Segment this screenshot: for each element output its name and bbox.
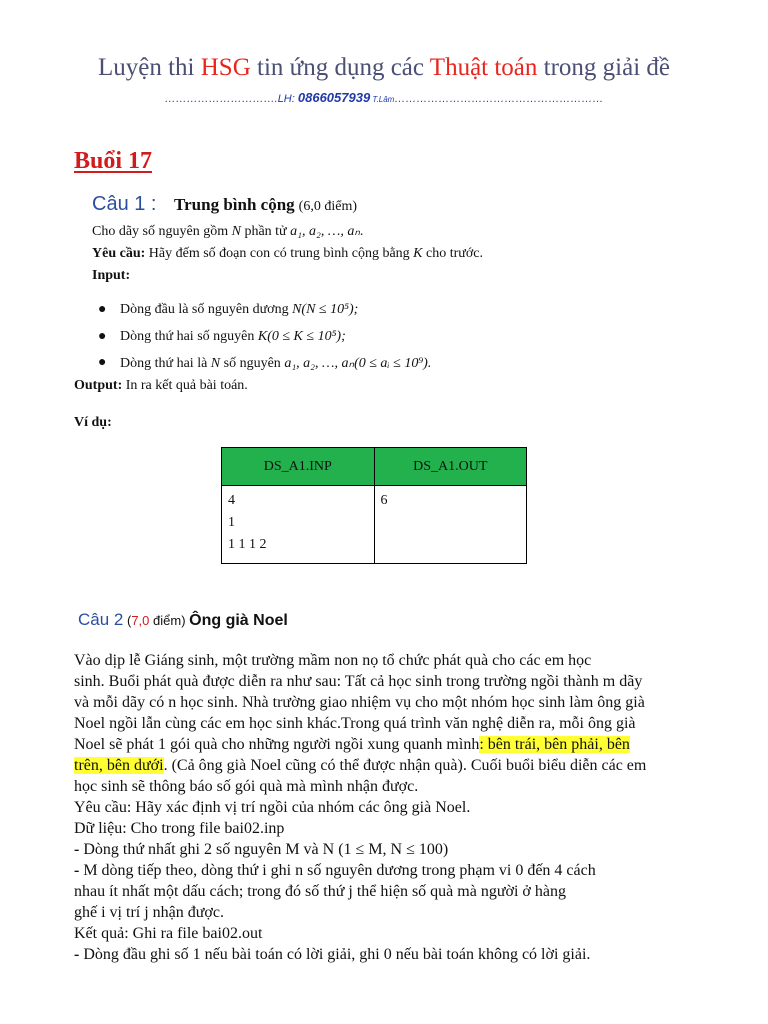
table-cell-input bbox=[222, 486, 375, 564]
table-header-inp: DS_A1.INP bbox=[222, 448, 375, 486]
header-hsg: HSG bbox=[200, 54, 251, 81]
requirement-end: cho trước. bbox=[422, 246, 483, 261]
input-bullet-1 bbox=[120, 302, 358, 318]
paragraph-line bbox=[74, 755, 734, 776]
example-heading: Ví dụ: bbox=[74, 415, 112, 430]
contact-lh: LH: bbox=[277, 93, 298, 105]
header-text-2: tin ứng dụng các bbox=[250, 54, 430, 81]
desc-mid: phần tử bbox=[240, 224, 291, 239]
line-text: . (Cả ông già Noel cũng có thể được nhận quà). Cuối buổi biểu diễn các em bbox=[163, 757, 647, 774]
input-line: 4 bbox=[228, 493, 235, 508]
paragraph-line: ghế i vị trí j nhận được. bbox=[74, 904, 224, 921]
document-header bbox=[0, 54, 768, 82]
paragraph-line: học sinh sẽ thông báo số gói quà mà mình nhận được. bbox=[74, 778, 419, 795]
question-1-title bbox=[92, 193, 357, 216]
question-2-label: Câu 2 bbox=[78, 610, 124, 629]
table-row bbox=[222, 486, 527, 564]
contact-dots-left: …………………………. bbox=[164, 93, 278, 105]
contact-line bbox=[0, 90, 768, 105]
requirement-text: Hãy đếm số đoạn con có trung bình cộng bằng bbox=[145, 246, 414, 261]
output-label: Output: bbox=[74, 378, 123, 393]
input-bullet-2 bbox=[120, 329, 346, 345]
question-1-name: Trung bình cộng bbox=[174, 195, 295, 214]
header-text-3: trong giải đề bbox=[537, 54, 671, 81]
input-heading: Input: bbox=[92, 268, 131, 283]
table-header-out: DS_A1.OUT bbox=[374, 448, 527, 486]
session-title: Buổi 17 bbox=[74, 148, 153, 174]
highlighted-text: trên, bên dưới bbox=[74, 757, 164, 774]
bullet-3-text: Dòng thứ hai là bbox=[120, 356, 211, 371]
highlighted-text: : bên trái, bên phải, bên bbox=[479, 736, 630, 753]
question-2-points bbox=[123, 613, 189, 628]
paragraph-line: Noel ngồi lẫn cùng các em học sinh khác.Trong quá trình văn nghệ diễn ra, mỗi ông già bbox=[74, 715, 636, 732]
header-thuat-toan: Thuật toán bbox=[429, 54, 538, 81]
question-2-name: Ông già Noel bbox=[189, 612, 288, 629]
paragraph-line: và mỗi dãy có n học sinh. Nhà trường giao nhiệm vụ cho một nhóm học sinh làm ông già bbox=[74, 694, 645, 711]
bullet-2-math: K(0 ≤ K ≤ 10⁵); bbox=[257, 329, 346, 344]
output-value: 6 bbox=[380, 493, 388, 508]
input-bullet-3 bbox=[120, 355, 431, 372]
question-1-label: Câu 1 bbox=[92, 193, 146, 215]
contact-dots-right: ………………………………………………… bbox=[394, 93, 604, 105]
line-text: M dòng tiếp theo, dòng thứ i ghi n số nguyên dương trong phạm vi 0 đến 4 cách bbox=[79, 862, 596, 879]
input-line: 1 1 1 2 bbox=[228, 537, 267, 552]
paragraph-line: nhau ít nhất một dấu cách; trong đó số thứ j thể hiện số quà mà người ở hàng bbox=[74, 883, 566, 900]
output-text: In ra kết quả bài toán. bbox=[122, 378, 248, 393]
desc-sequence: a₁, a₂, …, aₙ bbox=[290, 224, 360, 239]
paragraph-line: sinh. Buổi phát quà được diễn ra như sau: Tất cả học sinh trong trường ngồi thành m dãy bbox=[74, 673, 643, 690]
bullet-3-math2: a₁, a₂, …, aₙ(0 ≤ aᵢ ≤ 10⁹). bbox=[284, 356, 432, 371]
dash: - bbox=[74, 841, 80, 858]
bullet-dot: ● bbox=[98, 355, 107, 370]
paragraph-line bbox=[74, 734, 734, 755]
data-line: Dữ liệu: Cho trong file bai02.inp bbox=[74, 820, 285, 837]
paragraph-line: Vào dịp lễ Giáng sinh, một trường mầm non nọ tổ chức phát quà cho các em học bbox=[74, 652, 592, 669]
input-line: 1 bbox=[228, 515, 235, 530]
desc-text: Cho dãy số nguyên gồm bbox=[92, 224, 232, 239]
line-text: Dòng thứ nhất ghi 2 số nguyên M và N (1 ≤ M, N ≤ 100) bbox=[79, 841, 449, 858]
example-label bbox=[74, 415, 112, 431]
bullet-3-text2: số nguyên bbox=[220, 356, 285, 371]
desc-n: N bbox=[231, 224, 241, 239]
points-value: 7,0 bbox=[131, 613, 150, 628]
data-detail-line bbox=[74, 860, 734, 881]
line-text: Dòng đầu ghi số 1 nếu bài toán có lời giải, ghi 0 nếu bài toán không có lời giải. bbox=[79, 946, 591, 963]
desc-end: . bbox=[359, 224, 364, 239]
question-1-requirement bbox=[92, 246, 483, 262]
dash: - bbox=[74, 946, 80, 963]
requirement-line: Yêu cầu: Hãy xác định vị trí ngồi của nhóm các ông già Noel. bbox=[74, 799, 471, 816]
bullet-2-text: Dòng thứ hai số nguyên bbox=[120, 329, 258, 344]
bullet-dot: ● bbox=[98, 302, 107, 317]
bullet-1-text: Dòng đầu là số nguyên dương bbox=[120, 302, 293, 317]
bullet-dot: ● bbox=[98, 329, 107, 344]
question-1-colon: : bbox=[145, 193, 163, 215]
question-2-body bbox=[74, 650, 734, 965]
question-2-title bbox=[78, 610, 288, 630]
contact-name: T.Lâm bbox=[370, 95, 395, 104]
table-cell-output bbox=[374, 486, 527, 564]
example-table bbox=[221, 447, 527, 564]
output-line bbox=[74, 378, 248, 394]
input-label bbox=[92, 268, 130, 284]
line-text: Noel sẽ phát 1 gói quà cho những người ngồi xung quanh mình bbox=[74, 736, 480, 753]
bullet-1-math: N(N ≤ 10⁵); bbox=[292, 302, 359, 317]
data-detail-line bbox=[74, 839, 734, 860]
result-detail-line bbox=[74, 944, 734, 965]
bullet-3-math: N bbox=[210, 356, 221, 371]
header-text-1: Luyện thi bbox=[97, 54, 201, 81]
points-open: ( bbox=[123, 613, 132, 628]
question-1-points: (6,0 điểm) bbox=[298, 199, 357, 214]
requirement-k: K bbox=[413, 246, 423, 261]
contact-phone: 0866057939 bbox=[297, 90, 371, 105]
table-header-row bbox=[222, 448, 527, 486]
dash: - bbox=[74, 862, 80, 879]
points-close: điểm) bbox=[149, 613, 190, 628]
result-line: Kết quả: Ghi ra file bai02.out bbox=[74, 925, 263, 942]
requirement-label: Yêu cầu: bbox=[92, 246, 146, 261]
question-1-description bbox=[92, 223, 363, 240]
